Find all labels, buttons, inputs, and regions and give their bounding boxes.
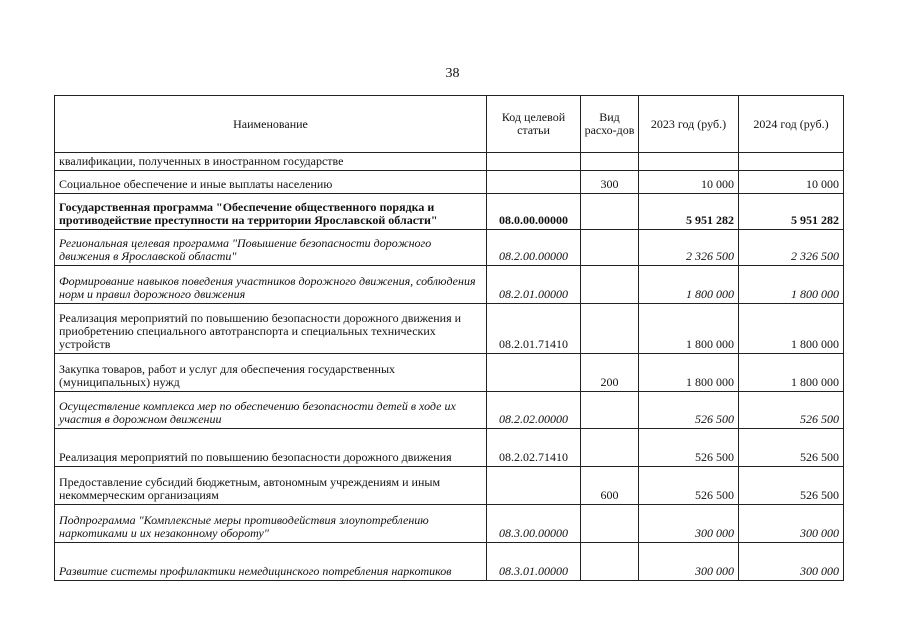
row-name: Государственная программа "Обеспечение общественного порядка и противодействие преступности на территории Ярославской области" <box>55 194 487 230</box>
table-row <box>55 304 844 354</box>
row-2023: 526 500 <box>639 392 739 429</box>
row-code <box>487 354 581 392</box>
table-row <box>55 230 844 266</box>
row-2023: 300 000 <box>639 505 739 543</box>
row-name: Социальное обеспечение и иные выплаты населению <box>55 171 487 194</box>
row-name: Закупка товаров, работ и услуг для обеспечения государственных (муниципальных) нужд <box>55 354 487 392</box>
row-2024: 300 000 <box>739 543 844 581</box>
row-2023: 10 000 <box>639 171 739 194</box>
table-row <box>55 194 844 230</box>
table-header-row <box>55 96 844 153</box>
row-name: Развитие системы профилактики немедицинского потребления наркотиков <box>55 543 487 581</box>
row-name: Осуществление комплекса мер по обеспечению безопасности детей в ходе их участия в дорожном движении <box>55 392 487 429</box>
row-name: Формирование навыков поведения участников дорожного движения, соблюдения норм и правил дорожного движения <box>55 266 487 304</box>
row-2024: 1 800 000 <box>739 354 844 392</box>
row-2023: 526 500 <box>639 429 739 467</box>
row-type <box>581 194 639 230</box>
row-type <box>581 429 639 467</box>
row-2024: 10 000 <box>739 171 844 194</box>
row-2024: 1 800 000 <box>739 304 844 354</box>
row-2023: 526 500 <box>639 467 739 505</box>
row-2023: 300 000 <box>639 543 739 581</box>
page-number: 38 <box>445 66 460 81</box>
row-2023: 1 800 000 <box>639 354 739 392</box>
row-name: Реализация мероприятий по повышению безопасности дорожного движения <box>55 429 487 467</box>
row-code: 08.3.00.00000 <box>487 505 581 543</box>
header-2024: 2024 год (руб.) <box>739 96 844 153</box>
row-2024: 526 500 <box>739 429 844 467</box>
table-row <box>55 467 844 505</box>
header-name: Наименование <box>55 96 487 153</box>
row-name: квалификации, полученных в иностранном государстве <box>55 153 487 171</box>
table-row <box>55 392 844 429</box>
row-2024: 1 800 000 <box>739 266 844 304</box>
table-row <box>55 153 844 171</box>
row-2023: 5 951 282 <box>639 194 739 230</box>
row-type: 600 <box>581 467 639 505</box>
row-code: 08.2.01.71410 <box>487 304 581 354</box>
table-row <box>55 429 844 467</box>
table-row <box>55 505 844 543</box>
row-code <box>487 467 581 505</box>
row-name: Предоставление субсидий бюджетным, автономным учреждениям и иным некоммерческим организациям <box>55 467 487 505</box>
row-type <box>581 230 639 266</box>
header-2023: 2023 год (руб.) <box>639 96 739 153</box>
row-2023: 1 800 000 <box>639 304 739 354</box>
row-name: Подпрограмма "Комплексные меры противодействия злоупотреблению наркотиками и их незаконному обороту" <box>55 505 487 543</box>
row-code: 08.0.00.00000 <box>487 194 581 230</box>
row-type <box>581 543 639 581</box>
row-type <box>581 153 639 171</box>
row-type <box>581 392 639 429</box>
budget-table <box>54 95 844 581</box>
row-type: 200 <box>581 354 639 392</box>
row-2024: 2 326 500 <box>739 230 844 266</box>
row-2024 <box>739 153 844 171</box>
row-type: 300 <box>581 171 639 194</box>
row-2024: 5 951 282 <box>739 194 844 230</box>
row-type <box>581 505 639 543</box>
row-2023 <box>639 153 739 171</box>
row-2023: 1 800 000 <box>639 266 739 304</box>
row-type <box>581 266 639 304</box>
row-2024: 526 500 <box>739 467 844 505</box>
row-code <box>487 171 581 194</box>
table-row <box>55 171 844 194</box>
row-type <box>581 304 639 354</box>
table-row <box>55 543 844 581</box>
row-2023: 2 326 500 <box>639 230 739 266</box>
table-row <box>55 266 844 304</box>
row-code: 08.2.02.00000 <box>487 392 581 429</box>
row-2024: 526 500 <box>739 392 844 429</box>
row-code: 08.2.00.00000 <box>487 230 581 266</box>
row-name: Региональная целевая программа "Повышение безопасности дорожного движения в Ярославской области" <box>55 230 487 266</box>
row-code: 08.2.01.00000 <box>487 266 581 304</box>
row-2024: 300 000 <box>739 505 844 543</box>
row-code <box>487 153 581 171</box>
table-row <box>55 354 844 392</box>
row-name: Реализация мероприятий по повышению безопасности дорожного движения и приобретению специального автотранспорта и специальных технических устройств <box>55 304 487 354</box>
row-code: 08.2.02.71410 <box>487 429 581 467</box>
row-code: 08.3.01.00000 <box>487 543 581 581</box>
header-type: Вид расхо-дов <box>581 96 639 153</box>
header-code: Код целевой статьи <box>487 96 581 153</box>
